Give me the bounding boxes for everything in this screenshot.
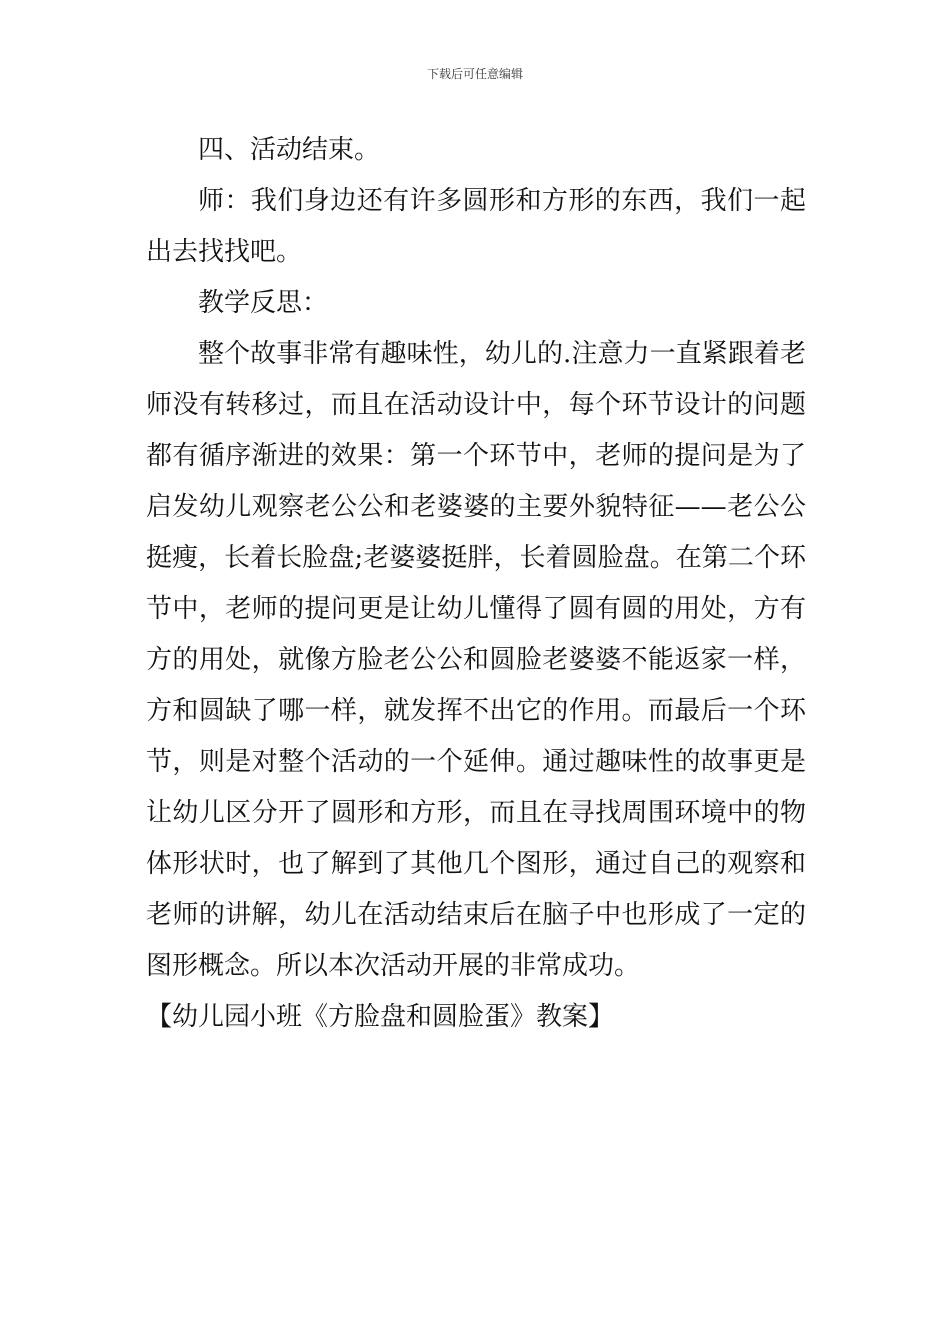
document-body <box>146 125 806 1043</box>
reflection-heading: 教学反思： <box>198 288 329 318</box>
teacher-line: 师：我们身边还有许多圆形和方形的东西，我们一起出去找找吧。 <box>146 186 806 267</box>
page-header: 下载后可任意编辑 <box>426 67 523 81</box>
document-title-tag: 【幼儿园小班《方脸盘和圆脸蛋》教案】 <box>146 1002 615 1032</box>
reflection-body: 整个故事非常有趣味性，幼儿的.注意力一直紧跟着老师没有转移过，而且在活动设计中，每个环节设计的问题都有循序渐进的效果：第一个环节中，老师的提问是为了启发幼儿观察老公公和老婆婆的主要外貌特征——老公公挺瘦，长着长脸盘;老婆婆挺胖，长着圆脸盘。在第二个环节中，老师的提问更是让幼儿懂得了圆有圆的用处，方有方的用处，就像方脸老公公和圆脸老婆婆不能返家一样，方和圆缺了哪一样，就发挥不出它的作用。而最后一个环节，则是对整个活动的一个延伸。通过趣味性的故事更是让幼儿区分开了圆形和方形，而且在寻找周围环境中的物体形状时，也了解到了其他几个图形，通过自己的观察和老师的讲解，幼儿在活动结束后在脑子中也形成了一定的图形概念。所以本次活动开展的非常成功。 <box>146 339 806 981</box>
section-heading-activity-end: 四、活动结束。 <box>198 135 381 165</box>
